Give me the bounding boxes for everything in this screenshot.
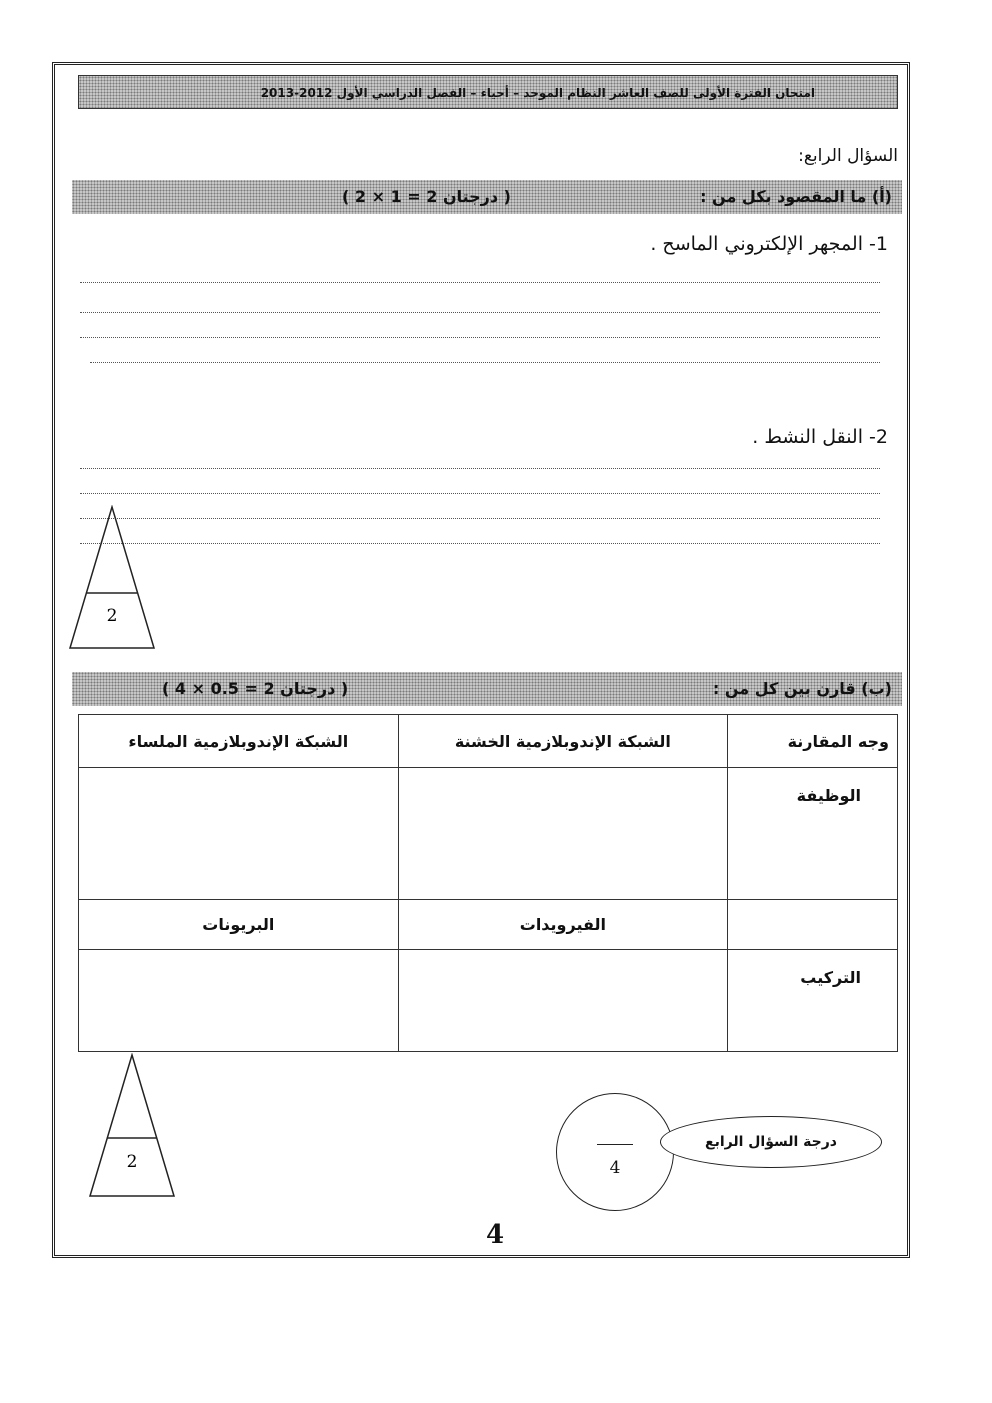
part-a-heading-band bbox=[72, 180, 902, 214]
score-triangle-b-value: 2 bbox=[126, 1152, 138, 1172]
part-b-marks: ( 4 × 0.5 = 2 درجتان ) bbox=[162, 679, 349, 698]
total-score-label: درجة السؤال الرابع bbox=[660, 1116, 882, 1168]
score-triangle-a-value: 2 bbox=[106, 606, 118, 626]
answer-line[interactable] bbox=[80, 312, 880, 313]
part-b-heading: (ب) قارن بين كل من : bbox=[712, 679, 892, 698]
exam-header bbox=[78, 75, 898, 109]
table-row bbox=[79, 900, 898, 950]
score-triangle-a bbox=[68, 505, 156, 650]
table-header: الشبكة الإندوبلازمية الخشنة bbox=[398, 715, 728, 768]
table-header: وجه المقارنة bbox=[728, 715, 898, 768]
part-a-item-1: 1- المجهر الإلكتروني الماسح . bbox=[650, 233, 888, 255]
answer-cell[interactable] bbox=[398, 768, 728, 900]
part-a-marks: ( 2 × 1 = 2 درجتان ) bbox=[342, 187, 511, 206]
answer-line[interactable] bbox=[80, 468, 880, 469]
table-cell bbox=[728, 900, 898, 950]
part-a-item-2: 2- النقل النشط . bbox=[752, 426, 888, 448]
total-score-value: 4 bbox=[609, 1158, 621, 1178]
part-b-heading-band bbox=[72, 672, 902, 706]
table-cell: التركيب bbox=[728, 950, 898, 1052]
score-triangle-b bbox=[88, 1053, 176, 1198]
table-cell: الوظيفة bbox=[728, 768, 898, 900]
table-cell: البريونات bbox=[79, 900, 399, 950]
exam-header-title: امتحان الفترة الأولى للصف العاشر النظام الموحد – أحياء – الفصل الدراسي الأول 2012-2013 bbox=[260, 86, 815, 100]
score-blank[interactable] bbox=[597, 1144, 633, 1145]
table-row bbox=[79, 950, 898, 1052]
table-cell: الفيرويدات bbox=[398, 900, 728, 950]
table-header-row bbox=[79, 715, 898, 768]
question-title: السؤال الرابع: bbox=[798, 146, 898, 166]
answer-line[interactable] bbox=[80, 518, 880, 519]
total-score-circle bbox=[556, 1093, 674, 1211]
answer-line[interactable] bbox=[80, 282, 880, 283]
answer-cell[interactable] bbox=[79, 950, 399, 1052]
comparison-table bbox=[78, 714, 898, 1052]
part-a-heading: (أ) ما المقصود بكل من : bbox=[700, 187, 892, 206]
table-row bbox=[79, 768, 898, 900]
answer-line[interactable] bbox=[90, 362, 880, 363]
answer-line[interactable] bbox=[80, 493, 880, 494]
table-header: الشبكة الإندوبلازمية الملساء bbox=[79, 715, 399, 768]
triangle-shape bbox=[68, 505, 156, 650]
answer-cell[interactable] bbox=[79, 768, 399, 900]
answer-line[interactable] bbox=[80, 543, 880, 544]
page-number: 4 bbox=[486, 1220, 505, 1250]
answer-line[interactable] bbox=[80, 337, 880, 338]
answer-cell[interactable] bbox=[398, 950, 728, 1052]
triangle-shape bbox=[88, 1053, 176, 1198]
